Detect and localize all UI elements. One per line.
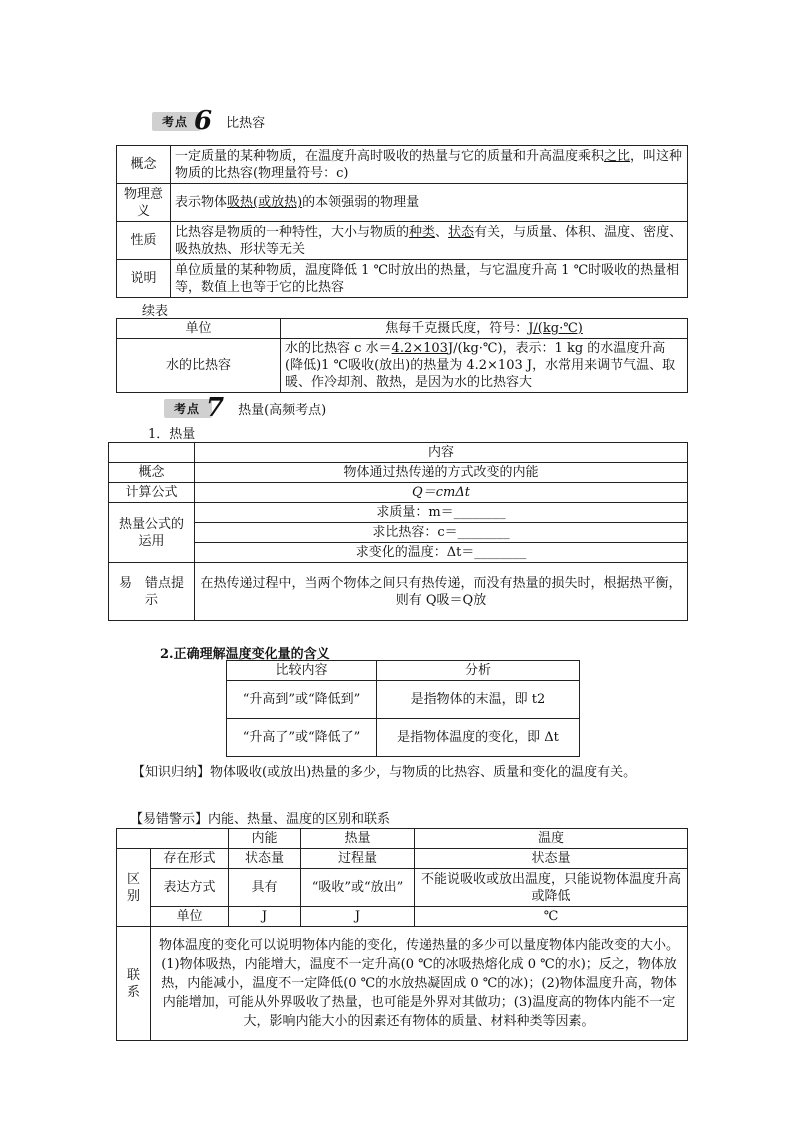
text: J/(kg·℃)，表示：1 kg 的水温度升高(降低)1 ℃吸收(放出)的热量为 4.2×103 J，水常用来调节气温、取暖、作冷却剂、散热，是因为水的比热容大 bbox=[285, 341, 676, 390]
cell: 具有 bbox=[229, 869, 301, 907]
row-group-label: 区别 bbox=[117, 849, 151, 927]
kp6-number: 6 bbox=[194, 106, 213, 136]
answer: J/(kg·℃) bbox=[528, 321, 583, 336]
row-label: 性质 bbox=[117, 222, 171, 260]
continued-label: 续表 bbox=[142, 304, 169, 319]
table-row bbox=[109, 463, 688, 483]
specific-heat-table bbox=[116, 145, 688, 298]
header-cell: 比较内容 bbox=[227, 661, 377, 681]
row-label: “升高到”或“降低到” bbox=[227, 681, 377, 719]
header-cell: 内容 bbox=[195, 443, 688, 463]
kp7-title: 热量(高频考点) bbox=[238, 402, 327, 418]
kp6-badge: 考点 bbox=[152, 112, 200, 131]
table-row bbox=[117, 927, 688, 1041]
table-row bbox=[227, 661, 580, 681]
answer: 吸热(或放热) bbox=[227, 195, 303, 210]
table-row bbox=[109, 483, 688, 503]
row-label: 概念 bbox=[117, 146, 171, 184]
table-row bbox=[109, 503, 688, 523]
row-content: Q＝cmΔt bbox=[195, 483, 688, 503]
header-cell: 内能 bbox=[229, 829, 301, 849]
cell: J bbox=[301, 907, 415, 927]
row-label: 单位 bbox=[151, 907, 229, 927]
header-cell: 分析 bbox=[377, 661, 580, 681]
header-cell: 热量 bbox=[301, 829, 415, 849]
row-content: 在热传递过程中，当两个物体之间只有热传递，而没有热量的损失时，根据热平衡，则有 Q吸＝Q放 bbox=[195, 563, 688, 621]
table-row bbox=[117, 869, 688, 907]
knowledge-summary: 【知识归纳】物体吸收(或放出)热量的多少，与物质的比热容、质量和变化的温度有关。 bbox=[132, 765, 637, 780]
temp-change-table bbox=[226, 660, 580, 757]
table-row bbox=[227, 681, 580, 719]
header-cell: 温度 bbox=[415, 829, 688, 849]
text: 的本领强弱的物理量 bbox=[302, 195, 420, 210]
table-row bbox=[109, 543, 688, 563]
cell: “吸收”或“放出” bbox=[301, 869, 415, 907]
row-content bbox=[171, 222, 688, 260]
row-label: 说明 bbox=[117, 260, 171, 298]
row-content: 物体通过热传递的方式改变的内能 bbox=[195, 463, 688, 483]
row-label: 水的比热容 bbox=[117, 339, 281, 393]
row-content: 是指物体温度的变化，即 Δt bbox=[377, 719, 580, 757]
row-content: 求质量：m＝________ bbox=[195, 503, 688, 523]
subheading-heat: 1．热量 bbox=[148, 427, 196, 442]
cell: ℃ bbox=[415, 907, 688, 927]
table-row bbox=[117, 184, 688, 222]
row-content: 求比热容：c＝________ bbox=[195, 523, 688, 543]
answer: 种类 bbox=[409, 224, 436, 240]
row-label: “升高了”或“降低了” bbox=[227, 719, 377, 757]
text: 焦每千克摄氏度，符号： bbox=[385, 321, 529, 336]
row-content: 单位质量的某种物质，温度降低 1 ℃时放出的热量，与它温度升高 1 ℃时吸收的热量相等，数值上也等于它的比热容 bbox=[171, 260, 688, 298]
cell: 不能说吸收或放出温度，只能说物体温度升高或降低 bbox=[415, 869, 688, 907]
table-row bbox=[117, 849, 688, 869]
kp7-badge: 考点 bbox=[164, 399, 212, 418]
cell: 过程量 bbox=[301, 849, 415, 869]
table-row bbox=[117, 907, 688, 927]
answer: 状态 bbox=[448, 224, 475, 240]
text: 比热容是物质的一种特性，大小与物质的 bbox=[175, 224, 410, 240]
row-label: 计算公式 bbox=[109, 483, 195, 503]
cell: 状态量 bbox=[415, 849, 688, 869]
row-content bbox=[281, 319, 688, 339]
kp6-title: 比热容 bbox=[226, 115, 266, 131]
table-row bbox=[117, 222, 688, 260]
text: 、 bbox=[435, 224, 449, 240]
row-label: 单位 bbox=[117, 319, 281, 339]
relation-text: 物体温度的变化可以说明物体内能的变化，传递热量的多少可以量度物体内能改变的大小。(1)物体吸热，内能增大，温度不一定升高(0 ℃的冰吸热熔化成 0 ℃的水)；反之，物体放热，内能减小，温度不一定降低(0 ℃的水放热凝固成 0 ℃的冰)；(2)物体温度升高，物体内能增加，可能从外界吸收了热量，也可能是外界对其做功；(3)温度高的物体内能不一定大，影响内能大小的因素还有物体的质量、材料种类等因素。 bbox=[151, 927, 688, 1041]
row-label: 易 错点提示 bbox=[109, 563, 195, 621]
warning-title: 【易错警示】内能、热量、温度的区别和联系 bbox=[130, 812, 391, 827]
specific-heat-table-continued bbox=[116, 318, 688, 393]
text: 一定质量的某种物质，在温度升高时吸收的热量与它的质量和升高温度乘积 bbox=[175, 148, 605, 164]
table-row bbox=[227, 719, 580, 757]
energy-heat-temp-table bbox=[116, 828, 688, 1041]
answer: 4.2×103 bbox=[391, 341, 448, 356]
table-row bbox=[109, 563, 688, 621]
answer: 之比 bbox=[604, 148, 631, 164]
table-row bbox=[109, 443, 688, 463]
text: 表示物体 bbox=[175, 195, 228, 210]
table-row bbox=[117, 319, 688, 339]
row-label: 概念 bbox=[109, 463, 195, 483]
heat-table bbox=[108, 442, 688, 621]
row-content bbox=[281, 339, 688, 393]
empty-cell bbox=[109, 443, 195, 463]
section-header-kp6 bbox=[152, 108, 265, 134]
row-label: 物理意义 bbox=[117, 184, 171, 222]
text: ，叫这种物质的比热容(物理量符号：c) bbox=[175, 148, 683, 181]
row-label: 热量公式的运用 bbox=[109, 503, 195, 563]
table-row bbox=[117, 260, 688, 298]
text: 水的比热容 c 水＝ bbox=[285, 341, 392, 356]
section-header-kp7 bbox=[164, 395, 326, 421]
subheading-temp-change: 2.正确理解温度变化量的含义 bbox=[160, 647, 330, 662]
table-row bbox=[109, 523, 688, 543]
empty-cell bbox=[117, 829, 229, 849]
table-row bbox=[117, 339, 688, 393]
row-content: 求变化的温度：Δt＝________ bbox=[195, 543, 688, 563]
cell: 状态量 bbox=[229, 849, 301, 869]
cell: J bbox=[229, 907, 301, 927]
row-label: 表达方式 bbox=[151, 869, 229, 907]
row-content bbox=[171, 184, 688, 222]
row-label: 存在形式 bbox=[151, 849, 229, 869]
text: 有关，与质量、体积、温度、密度、吸热放热、形状等无关 bbox=[175, 224, 683, 257]
table-row bbox=[117, 829, 688, 849]
row-content bbox=[171, 146, 688, 184]
table-row bbox=[117, 146, 688, 184]
kp7-number: 7 bbox=[206, 393, 225, 423]
row-group-label: 联系 bbox=[117, 927, 151, 1041]
row-content: 是指物体的末温，即 t2 bbox=[377, 681, 580, 719]
